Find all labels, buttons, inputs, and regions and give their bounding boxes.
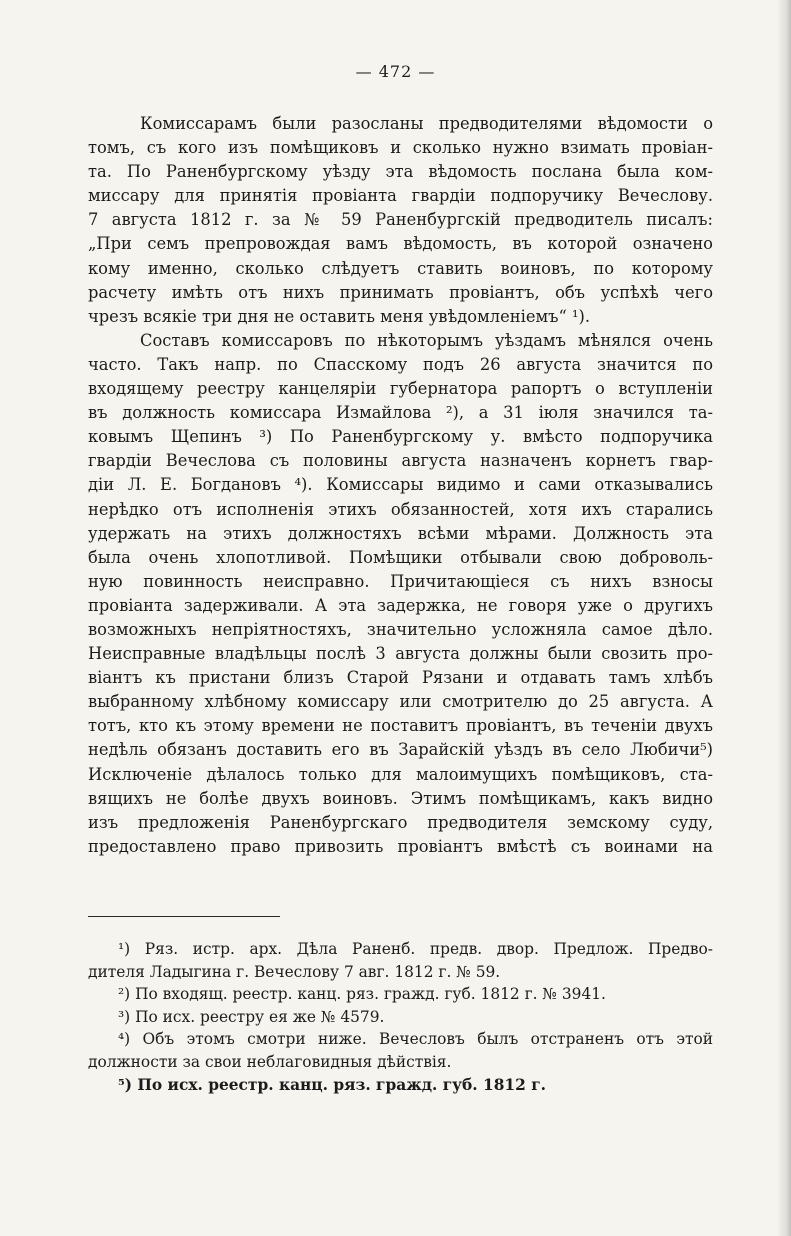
text-line: тотъ, кто къ этому времени не поставитъ провіантъ, въ теченіи двухъ xyxy=(88,716,713,736)
text-line: Комиссарамъ были разосланы предводителями вѣдомости о xyxy=(140,114,713,133)
footnote-divider xyxy=(88,916,280,917)
text-line: недѣль обязанъ доставить его въ Зарайскій уѣздъ въ село Любичи⁵) xyxy=(88,740,713,760)
footnote-line: должности за свои неблаговидныя дѣйствія. xyxy=(88,1052,452,1071)
footnote-line: ⁴) Объ этомъ смотри ниже. Вечесловъ былъ отстраненъ отъ этой xyxy=(118,1030,713,1049)
text-line: возможныхъ непріятностяхъ, значительно усложняла самое дѣло. xyxy=(88,619,713,639)
text-line: вящихъ не болѣе двухъ воиновъ. Этимъ помѣщикамъ, какъ видно xyxy=(88,788,713,808)
text-line: чрезъ всякіе три дня не оставить меня увѣдомленіемъ“ ¹). xyxy=(88,306,591,326)
text-line: предоставлено право привозить провіантъ вмѣстѣ съ воинами на xyxy=(88,836,713,856)
text-line: гвардіи Вечеслова съ половины августа назначенъ корнетъ гвар- xyxy=(88,451,713,471)
text-line: Составъ комиссаровъ по нѣкоторымъ уѣздамъ мѣнялся очень xyxy=(140,330,713,350)
text-line: „При семъ препровождая вамъ вѣдомость, въ которой означено xyxy=(88,234,713,254)
text-line: томъ, съ кого изъ помѣщиковъ и сколько нужно взимать провіан- xyxy=(88,138,713,158)
text-line: 7 августа 1812 г. за № 59 Раненбургскій предводитель писалъ: xyxy=(88,210,713,230)
text-line: Исключеніе дѣлалось только для малоимущихъ помѣщиковъ, ста- xyxy=(88,764,713,784)
text-line: была очень хлопотливой. Помѣщики отбывали свою доброволь- xyxy=(88,547,713,567)
text-line: въ должность комиссара Измайлова ²), а 31 іюля значился та- xyxy=(88,403,713,423)
text-line: входящему реестру канцеляріи губернатора рапортъ о вступленіи xyxy=(88,379,713,399)
text-line: ную повинность неисправно. Причитающіеся съ нихъ взносы xyxy=(88,571,713,591)
page-edge-shadow xyxy=(777,0,791,1236)
text-line: удержать на этихъ должностяхъ всѣми мѣрами. Должность эта xyxy=(88,523,713,543)
text-line: расчету имѣть отъ нихъ принимать провіантъ, объ успѣхѣ чего xyxy=(88,282,713,302)
footnote-line: ²) По входящ. реестр. канц. ряз. гражд. губ. 1812 г. № 3941. xyxy=(118,985,606,1004)
page-number: — 472 — xyxy=(355,62,436,81)
footnote-line: ⁵) По исх. реестр. канц. ряз. гражд. губ. 1812 г. xyxy=(118,1075,546,1094)
footnote-line: дителя Ладыгина г. Вечеслову 7 авг. 1812 г. № 59. xyxy=(88,962,501,981)
footnotes xyxy=(88,938,713,1096)
text-line: провіанта задерживали. А эта задержка, не говоря уже о другихъ xyxy=(88,595,713,615)
text-line: выбранному хлѣбному комиссару или смотрителю до 25 августа. А xyxy=(88,692,713,712)
text-line: Неисправные владѣльцы послѣ 3 августа должны были свозить про- xyxy=(88,644,713,664)
text-line: изъ предложенія Раненбургскаго предводителя земскому суду, xyxy=(88,812,713,832)
footnote-line: ¹) Ряз. истр. арх. Дѣла Раненб. предв. двор. Предлож. Предво- xyxy=(118,940,713,958)
text-line: віантъ къ пристани близъ Старой Рязани и отдавать тамъ хлѣбъ xyxy=(88,668,713,688)
footnote-line: ³) По исх. реестру ея же № 4579. xyxy=(118,1007,385,1026)
text-line: ковымъ Щепинъ ³) По Раненбургскому у. вмѣсто подпоручика xyxy=(88,427,713,447)
text-line: миссару для принятія провіанта гвардіи подпоручику Вечеслову. xyxy=(88,186,713,206)
body-text xyxy=(88,112,713,859)
text-line: діи Л. Е. Богдановъ ⁴). Комиссары видимо и сами отказывались xyxy=(88,475,713,495)
text-line: кому именно, сколько слѣдуетъ ставить воиновъ, по которому xyxy=(88,258,713,278)
text-line: нерѣдко отъ исполненія этихъ обязанностей, хотя ихъ старались xyxy=(88,499,713,519)
text-line: часто. Такъ напр. по Спасскому подъ 26 августа значится по xyxy=(88,354,713,374)
text-line: та. По Раненбургскому уѣзду эта вѣдомость послана была ком- xyxy=(88,162,713,182)
